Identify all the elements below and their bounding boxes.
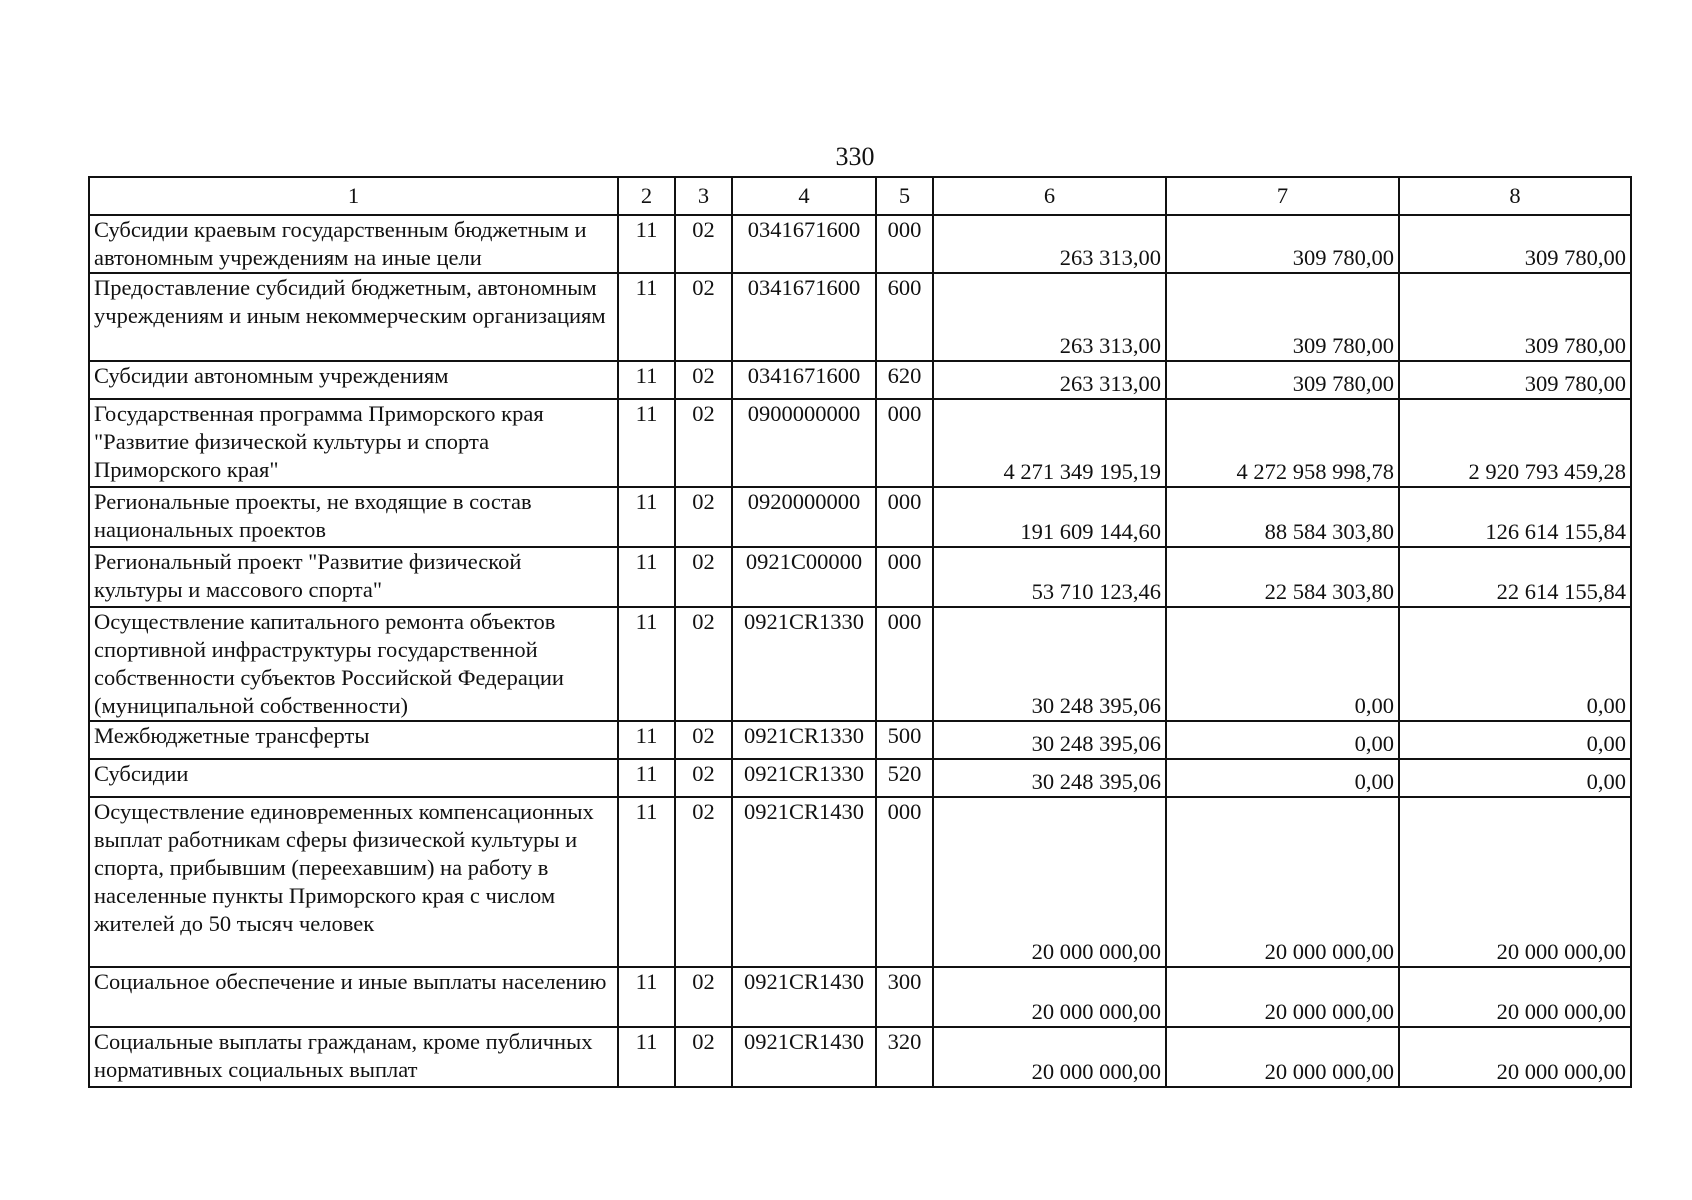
target-article-cell: 0921CR1330 — [732, 721, 876, 759]
amount-cell-8: 20 000 000,00 — [1399, 967, 1631, 1027]
row-name-cell: Государственная программа Приморского края "Развитие физической культуры и спорта Приморского края" — [89, 399, 618, 487]
section-code-cell: 11 — [618, 607, 675, 721]
subsection-code-cell: 02 — [675, 607, 732, 721]
amount-cell-8: 2 920 793 459,28 — [1399, 399, 1631, 487]
amount-cell-7: 0,00 — [1166, 721, 1399, 759]
amount-cell-6: 30 248 395,06 — [933, 759, 1166, 797]
amount-cell-8: 126 614 155,84 — [1399, 487, 1631, 547]
section-code-cell: 11 — [618, 721, 675, 759]
target-article-cell: 0921CR1330 — [732, 607, 876, 721]
target-article-cell: 0921CR1430 — [732, 967, 876, 1027]
row-name-cell: Социальные выплаты гражданам, кроме публичных нормативных социальных выплат — [89, 1027, 618, 1087]
expense-type-cell: 000 — [876, 487, 933, 547]
subsection-code-cell: 02 — [675, 487, 732, 547]
section-code-cell: 11 — [618, 399, 675, 487]
amount-cell-8: 20 000 000,00 — [1399, 797, 1631, 967]
section-code-cell: 11 — [618, 1027, 675, 1087]
amount-cell-7: 20 000 000,00 — [1166, 797, 1399, 967]
amount-cell-6: 30 248 395,06 — [933, 607, 1166, 721]
expense-type-cell: 000 — [876, 547, 933, 607]
amount-cell-6: 20 000 000,00 — [933, 797, 1166, 967]
table-row — [89, 721, 1631, 759]
target-article-cell: 0921CR1430 — [732, 1027, 876, 1087]
header-cell-8: 8 — [1399, 177, 1631, 215]
amount-cell-7: 88 584 303,80 — [1166, 487, 1399, 547]
section-code-cell: 11 — [618, 487, 675, 547]
amount-cell-7: 309 780,00 — [1166, 361, 1399, 399]
expense-type-cell: 320 — [876, 1027, 933, 1087]
amount-cell-6: 20 000 000,00 — [933, 1027, 1166, 1087]
target-article-cell: 0341671600 — [732, 273, 876, 361]
amount-cell-6: 263 313,00 — [933, 361, 1166, 399]
subsection-code-cell: 02 — [675, 215, 732, 273]
header-cell-2: 2 — [618, 177, 675, 215]
expense-type-cell: 000 — [876, 607, 933, 721]
table-row — [89, 273, 1631, 361]
amount-cell-8: 309 780,00 — [1399, 215, 1631, 273]
table-row — [89, 487, 1631, 547]
section-code-cell: 11 — [618, 361, 675, 399]
amount-cell-6: 30 248 395,06 — [933, 721, 1166, 759]
target-article-cell: 0341671600 — [732, 215, 876, 273]
expense-type-cell: 620 — [876, 361, 933, 399]
expense-type-cell: 000 — [876, 797, 933, 967]
budget-table — [88, 176, 1632, 1088]
section-code-cell: 11 — [618, 273, 675, 361]
expense-type-cell: 000 — [876, 399, 933, 487]
row-name-cell: Осуществление капитального ремонта объектов спортивной инфраструктуры государственной собственности субъектов Российской Федерации (муниципальной собственности) — [89, 607, 618, 721]
table-row — [89, 1027, 1631, 1087]
table-row — [89, 797, 1631, 967]
amount-cell-6: 20 000 000,00 — [933, 967, 1166, 1027]
table-row — [89, 361, 1631, 399]
amount-cell-8: 0,00 — [1399, 759, 1631, 797]
section-code-cell: 11 — [618, 215, 675, 273]
table-row — [89, 607, 1631, 721]
table-row — [89, 215, 1631, 273]
subsection-code-cell: 02 — [675, 967, 732, 1027]
amount-cell-7: 4 272 958 998,78 — [1166, 399, 1399, 487]
table-row — [89, 399, 1631, 487]
row-name-cell: Региональный проект "Развитие физической культуры и массового спорта" — [89, 547, 618, 607]
expense-type-cell: 500 — [876, 721, 933, 759]
amount-cell-8: 0,00 — [1399, 721, 1631, 759]
table-row — [89, 547, 1631, 607]
amount-cell-6: 263 313,00 — [933, 273, 1166, 361]
header-row — [89, 177, 1631, 215]
section-code-cell: 11 — [618, 759, 675, 797]
amount-cell-8: 20 000 000,00 — [1399, 1027, 1631, 1087]
amount-cell-6: 191 609 144,60 — [933, 487, 1166, 547]
amount-cell-8: 22 614 155,84 — [1399, 547, 1631, 607]
target-article-cell: 0341671600 — [732, 361, 876, 399]
row-name-cell: Предоставление субсидий бюджетным, автономным учреждениям и иным некоммерческим организациям — [89, 273, 618, 361]
row-name-cell: Региональные проекты, не входящие в состав национальных проектов — [89, 487, 618, 547]
header-cell-1: 1 — [89, 177, 618, 215]
amount-cell-7: 0,00 — [1166, 607, 1399, 721]
amount-cell-7: 309 780,00 — [1166, 215, 1399, 273]
amount-cell-6: 53 710 123,46 — [933, 547, 1166, 607]
row-name-cell: Субсидии краевым государственным бюджетным и автономным учреждениям на иные цели — [89, 215, 618, 273]
row-name-cell: Субсидии автономным учреждениям — [89, 361, 618, 399]
row-name-cell: Межбюджетные трансферты — [89, 721, 618, 759]
amount-cell-8: 309 780,00 — [1399, 361, 1631, 399]
amount-cell-7: 20 000 000,00 — [1166, 1027, 1399, 1087]
amount-cell-7: 20 000 000,00 — [1166, 967, 1399, 1027]
header-cell-3: 3 — [675, 177, 732, 215]
expense-type-cell: 300 — [876, 967, 933, 1027]
subsection-code-cell: 02 — [675, 547, 732, 607]
amount-cell-8: 309 780,00 — [1399, 273, 1631, 361]
target-article-cell: 0920000000 — [732, 487, 876, 547]
subsection-code-cell: 02 — [675, 399, 732, 487]
row-name-cell: Социальное обеспечение и иные выплаты населению — [89, 967, 618, 1027]
subsection-code-cell: 02 — [675, 797, 732, 967]
target-article-cell: 0921С00000 — [732, 547, 876, 607]
target-article-cell: 0921CR1330 — [732, 759, 876, 797]
amount-cell-6: 263 313,00 — [933, 215, 1166, 273]
table-row — [89, 759, 1631, 797]
expense-type-cell: 600 — [876, 273, 933, 361]
subsection-code-cell: 02 — [675, 759, 732, 797]
amount-cell-7: 0,00 — [1166, 759, 1399, 797]
amount-cell-7: 22 584 303,80 — [1166, 547, 1399, 607]
section-code-cell: 11 — [618, 547, 675, 607]
section-code-cell: 11 — [618, 967, 675, 1027]
amount-cell-7: 309 780,00 — [1166, 273, 1399, 361]
expense-type-cell: 000 — [876, 215, 933, 273]
page-number: 330 — [835, 142, 875, 171]
amount-cell-6: 4 271 349 195,19 — [933, 399, 1166, 487]
header-cell-6: 6 — [933, 177, 1166, 215]
header-cell-5: 5 — [876, 177, 933, 215]
section-code-cell: 11 — [618, 797, 675, 967]
header-cell-7: 7 — [1166, 177, 1399, 215]
amount-cell-8: 0,00 — [1399, 607, 1631, 721]
subsection-code-cell: 02 — [675, 1027, 732, 1087]
subsection-code-cell: 02 — [675, 361, 732, 399]
row-name-cell: Осуществление единовременных компенсационных выплат работникам сферы физической культуры и спорта, прибывшим (переехавшим) на работу в населенные пункты Приморского края с числом жителей до 50 тысяч человек — [89, 797, 618, 967]
target-article-cell: 0900000000 — [732, 399, 876, 487]
expense-type-cell: 520 — [876, 759, 933, 797]
table-row — [89, 967, 1631, 1027]
header-cell-4: 4 — [732, 177, 876, 215]
subsection-code-cell: 02 — [675, 721, 732, 759]
table-body — [89, 215, 1631, 1087]
row-name-cell: Субсидии — [89, 759, 618, 797]
target-article-cell: 0921CR1430 — [732, 797, 876, 967]
subsection-code-cell: 02 — [675, 273, 732, 361]
